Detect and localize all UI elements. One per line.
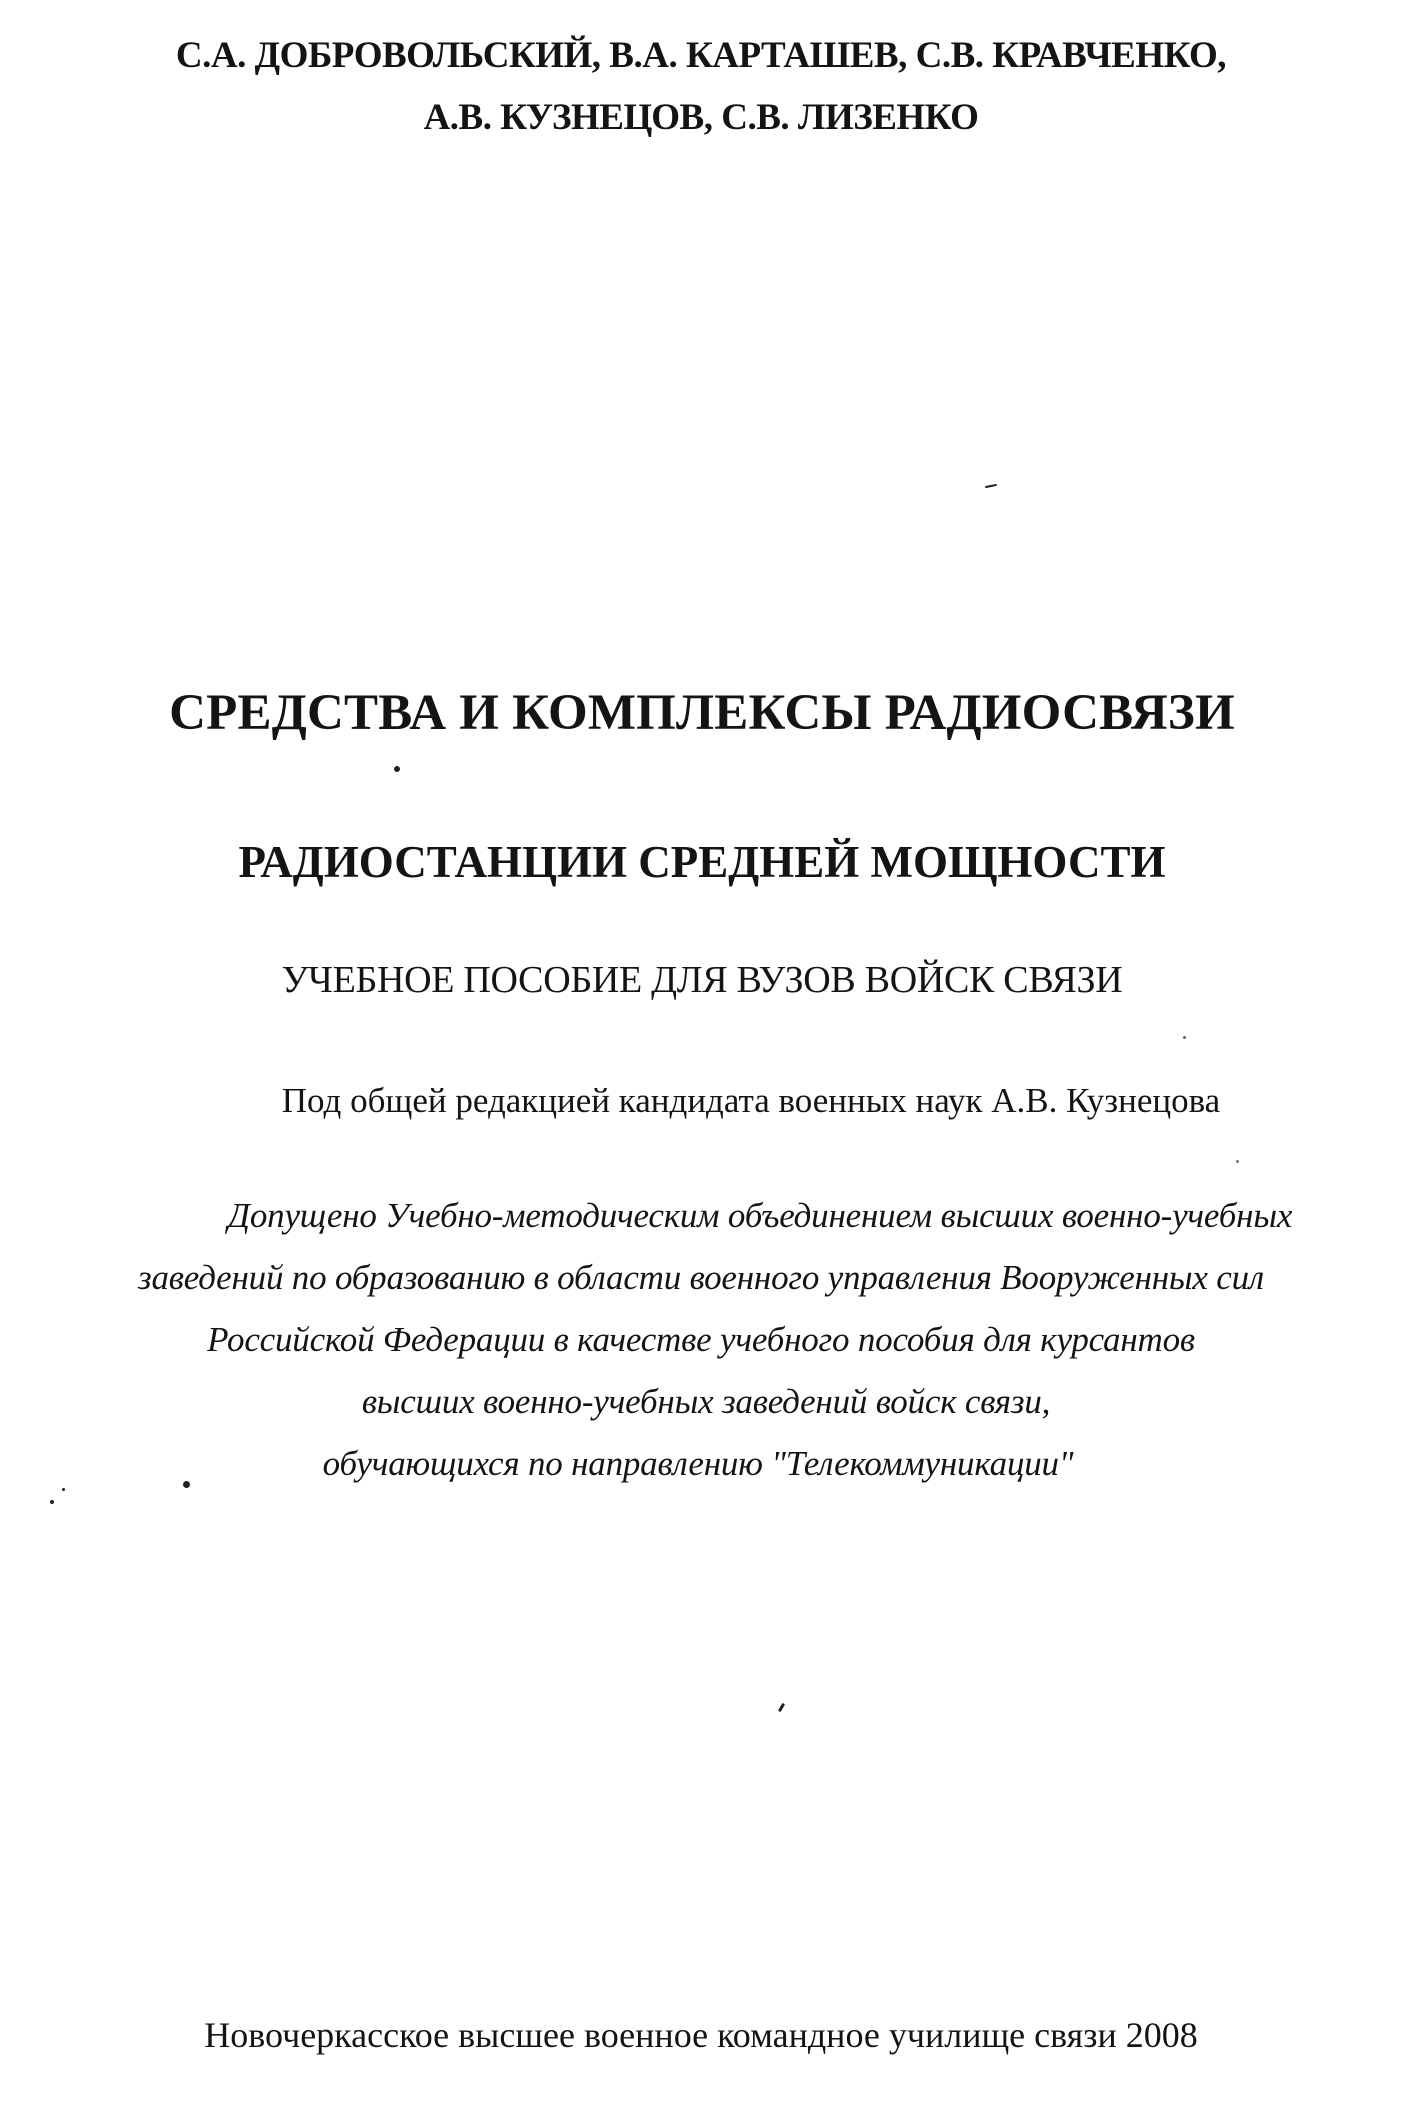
book-title: СРЕДСТВА И КОМПЛЕКСЫ РАДИОСВЯЗИ xyxy=(169,685,1235,741)
editor-line: Под общей редакцией кандидата военных наук А.В. Кузнецова xyxy=(281,1081,1221,1120)
publication-type: УЧЕБНОЕ ПОСОБИЕ ДЛЯ ВУЗОВ ВОЙСК СВЯЗИ xyxy=(281,959,1123,1001)
scan-speck xyxy=(62,1488,65,1491)
authors-line-2: А.В. КУЗНЕЦОВ, С.В. ЛИЗЕНКО xyxy=(423,97,979,138)
authors-line-1: С.А. ДОБРОВОЛЬСКИЙ, В.А. КАРТАШЕВ, С.В. КРАВЧЕНКО, xyxy=(175,35,1227,76)
approval-line-5: обучающихся по направлению "Телекоммуникации" xyxy=(322,1444,1074,1483)
approval-line-4: высших военно-учебных заведений войск связи, xyxy=(361,1382,1051,1421)
scan-speck xyxy=(50,1500,54,1504)
approval-line-3: Российской Федерации в качестве учебного пособия для курсантов xyxy=(207,1320,1195,1359)
scan-speck xyxy=(1236,1160,1239,1163)
scan-speck xyxy=(985,484,997,488)
scan-speck xyxy=(778,1703,785,1712)
publisher-line: Новочеркасское высшее военное командное училище связи 2008 xyxy=(204,2015,1198,2055)
approval-line-2: заведений по образованию в области военного управления Вооруженных сил xyxy=(138,1258,1264,1297)
book-subtitle: РАДИОСТАНЦИИ СРЕДНЕЙ МОЩНОСТИ xyxy=(238,837,1166,887)
approval-line-1: Допущено Учебно-методическим объединением высших военно-учебных xyxy=(227,1196,1293,1235)
scan-speck xyxy=(394,766,400,772)
scan-speck xyxy=(183,1481,190,1488)
scan-speck xyxy=(1183,1036,1186,1039)
